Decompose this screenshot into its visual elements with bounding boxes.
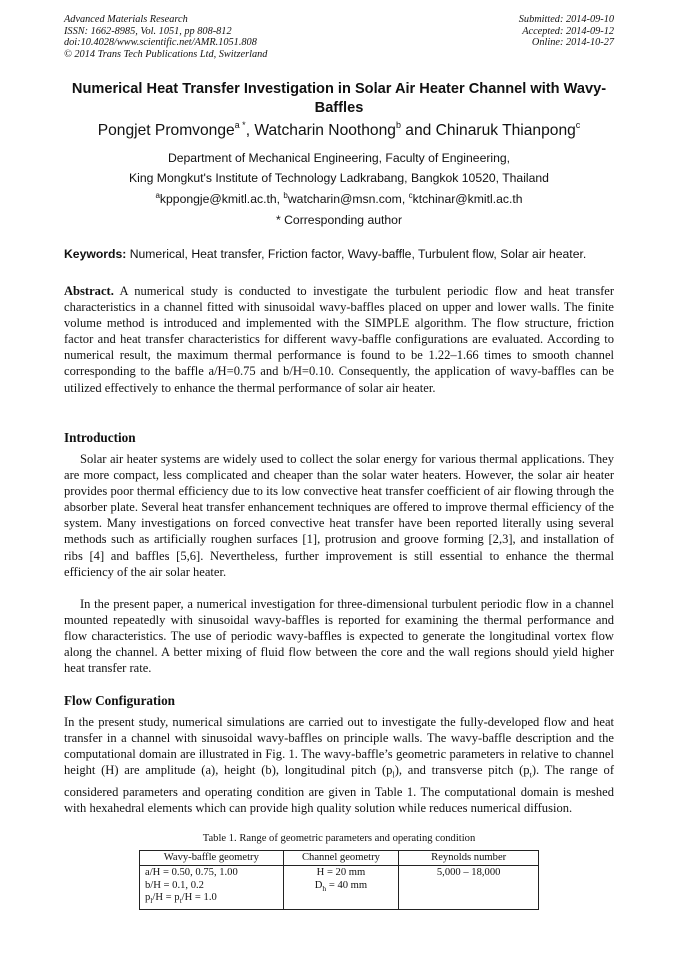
table-cell-line: $p_l/H = p_t/H = 1.0$ bbox=[145, 892, 217, 906]
table-cell-reynolds-number bbox=[399, 866, 539, 909]
introduction-paragraph: In the present paper, a numerical investigation for three-dimensional turbulent periodic flow in a channel mounted repeatedly with sinusoidal wavy-baffles is reported for examining the thermal performance and flow characteristics. The use of periodic wavy-baffles is expected to generate the longitudinal vortex flow along the channel. A better mixing of fluid flow between the core and the wall regions should yield higher heat transfer rate. bbox=[64, 597, 614, 676]
email-mark: a bbox=[155, 191, 160, 200]
abstract bbox=[64, 283, 614, 396]
online-date: Online: 2014-10-27 bbox=[531, 37, 614, 49]
issn-line: ISSN: 1662-8985, Vol. 1051, pp 808-812 bbox=[64, 25, 232, 37]
abstract-label: Abstract. bbox=[64, 284, 114, 298]
table-cell-line: 5,000 – 18,000 bbox=[436, 867, 501, 879]
email-link[interactable]: ktchinar@kmitl.ac.th bbox=[412, 192, 523, 206]
author-name: Pongjet Promvonge bbox=[97, 122, 235, 139]
accepted-date: Accepted: 2014-09-12 bbox=[522, 25, 614, 37]
table-cell-line: H = 20 mm bbox=[316, 867, 366, 879]
author-mark: c bbox=[575, 120, 581, 130]
journal-info bbox=[64, 14, 267, 60]
keywords bbox=[64, 246, 624, 262]
table-header-cell: Reynolds number bbox=[399, 851, 539, 866]
email-link[interactable]: kppongje@kmitl.ac.th, bbox=[159, 192, 284, 206]
email-line bbox=[40, 191, 638, 207]
abstract-text: A numerical study is conducted to investigate the turbulent periodic flow and heat transfer characteristics in a channel fitted with sinusoidal wavy-baffles placed on upper and lower walls. The finite volume method is introduced and implemented with the SIMPLE algorithm. The flow structure, friction factor and heat transfer characteristics for different wavy-baffle configurations are evaluated. According to numerical result, the maximum thermal performance is found to be 1.22–1.66 times to smooth channel corresponding to the baffle a/H=0.75 and b/H=0.10. Consequently, the application of wavy-baffles can be utilized effectively to enhance the thermal performance of solar air heater. bbox=[64, 284, 614, 395]
keywords-label: Keywords: bbox=[64, 247, 127, 261]
table-header-cell: Channel geometry bbox=[283, 851, 399, 866]
author-name: Watcharin Noothong bbox=[254, 122, 396, 139]
author-list bbox=[40, 121, 638, 141]
author-mark: b bbox=[395, 120, 401, 130]
doi-line: doi:10.4028/www.scientific.net/AMR.1051.808 bbox=[64, 37, 257, 49]
affiliation-department: Department of Mechanical Engineering, Faculty of Engineering, bbox=[167, 151, 511, 165]
table-caption: Table 1. Range of geometric parameters and operating condition bbox=[202, 833, 476, 844]
section-heading-introduction: Introduction bbox=[64, 430, 136, 445]
paper-title: Numerical Heat Transfer Investigation in Solar Air Heater Channel with Wavy-Baffles bbox=[71, 81, 607, 116]
submitted-date: Submitted: 2014-09-10 bbox=[518, 14, 614, 25]
flow-configuration-paragraph: In the present study, numerical simulations are carried out to investigate the fully-developed flow and heat transfer in a channel with sinusoidal wavy-baffles on principle walls. The wavy-baffle description and the computational domain are illustrated in Fig. 1. The wavy-baffle’s geometric parameters in relative to channel height (H) are amplitude (a), height (b), longitudinal pitch $(p_l)$, and transverse pitch $(p_t)$. The range of considered parameters and operating condition are given in Table 1. The computational domain is meshed with hexahedral elements which can provide high quality solution while reduces numerical diffusion. bbox=[64, 715, 614, 815]
copyright-line: © 2014 Trans Tech Publications Ltd, Switzerland bbox=[64, 48, 268, 60]
affiliation-institute: King Mongkut's Institute of Technology Ladkrabang, Bangkok 10520, Thailand bbox=[129, 171, 549, 185]
table-cell-line: b/H = 0.1, 0.2 bbox=[145, 879, 204, 891]
introduction-paragraph: Solar air heater systems are widely used to collect the solar energy for various thermal applications. They are more compact, less complicated and cheaper than the solar water heaters. However, the solar air heater provides poor thermal efficiency due to its low convective heat transfer coefficient of air flowing through the absorber plate. Several heat transfer enhancement techniques are offered to improve thermal efficiency of the system. Many investigations on forced convective heat transfer have been reported literally using several methods such as artificially roughen surfaces [1], protrusion and groove forming [2,3], and installation of ribs [4] and baffles [5,6]. Nevertheless, further improvement is still essential to enhance the thermal efficiency of the air solar heater. bbox=[64, 452, 614, 579]
email-link[interactable]: watcharin@msn.com, bbox=[287, 192, 409, 206]
parameter-table bbox=[139, 850, 539, 910]
email-mark: b bbox=[283, 191, 288, 200]
section-heading-flow-configuration: Flow Configuration bbox=[64, 693, 175, 708]
table-cell-line: $D_h = 40$ mm bbox=[314, 879, 368, 893]
table-cell-line: a/H = 0.50, 0.75, 1.00 bbox=[145, 867, 238, 879]
author-name: Chinaruk Thianpong bbox=[435, 122, 576, 139]
keywords-text: Numerical, Heat transfer, Friction factor, Wavy-baffle, Turbulent flow, Solar air heater. bbox=[126, 247, 587, 261]
corresponding-note: * Corresponding author bbox=[275, 213, 403, 227]
journal-name: Advanced Materials Research bbox=[64, 14, 188, 25]
table-header-row bbox=[140, 851, 539, 866]
dates-info bbox=[519, 14, 614, 49]
table-cell-wavy-baffle-geometry bbox=[140, 866, 284, 909]
email-mark: c bbox=[408, 191, 413, 200]
author-mark: a * bbox=[234, 120, 246, 130]
author-separator: and bbox=[400, 122, 436, 139]
table-row bbox=[140, 866, 539, 909]
table-cell-channel-geometry bbox=[283, 866, 399, 909]
table-header-cell: Wavy-baffle geometry bbox=[140, 851, 284, 866]
author-separator: , bbox=[245, 122, 255, 139]
